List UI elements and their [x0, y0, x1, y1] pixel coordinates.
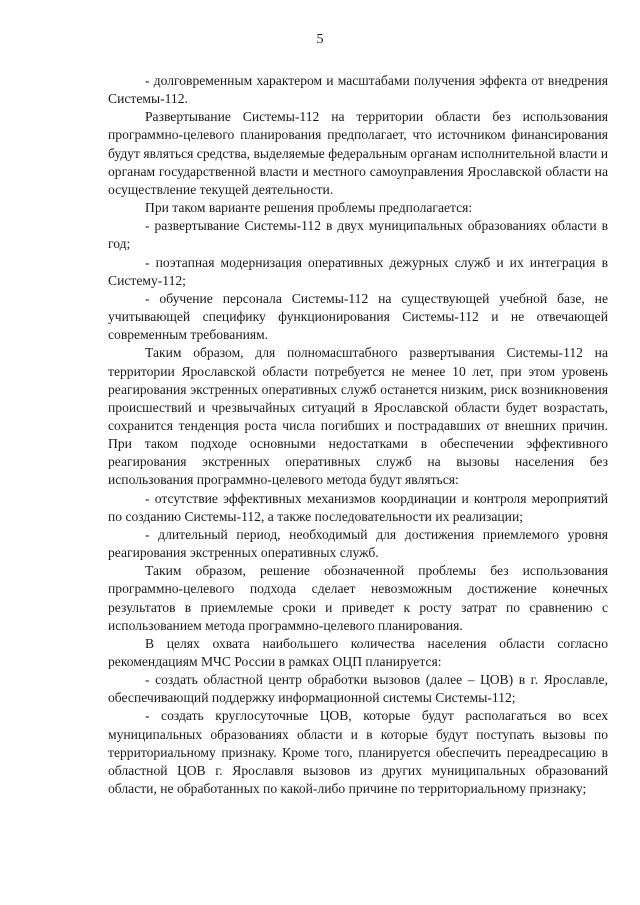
page-number: 5: [316, 32, 324, 47]
document-body: [108, 72, 608, 798]
paragraph-3: При таком варианте решения проблемы предполагается:: [145, 200, 473, 216]
paragraph-8: - отсутствие эффективных механизмов координации и контроля мероприятий по созданию Системы-112, а также последовательности их реализации;: [108, 490, 608, 524]
paragraph-12: - создать областной центр обработки вызовов (далее – ЦОВ) в г. Ярославле, обеспечивающий поддержку информационной системы Системы-112;: [108, 672, 608, 706]
paragraph-6: - обучение персонала Системы-112 на существующей учебной базе, не учитывающей специфику функционирования Системы-112 и не отвечающей современным требованиям.: [108, 290, 608, 343]
paragraph-11: В целях охвата наибольшего количества населения области согласно рекомендациям МЧС России в рамках ОЦП планируется:: [108, 635, 608, 669]
paragraph-1: - долговременным характером и масштабами получения эффекта от внедрения Системы-112.: [108, 73, 608, 107]
paragraph-9: - длительный период, необходимый для достижения приемлемого уровня реагирования экстренных оперативных служб.: [108, 526, 608, 561]
paragraph-7: Таким образом, для полномасштабного развертывания Системы-112 на территории Ярославской области потребуется не менее 10 лет, при этом уровень реагирования экстренных оперативных служб останется низким, риск возникновения происшествий и чрезвычайных ситуаций в Ярославской области будет возрастать, сохранится тенденция роста числа погибших и пострадавших от внешних причин. При таком подходе основными недостатками в обеспечении эффективного реагирования экстренных оперативных служб на вызовы населения без использования программно-целевого метода будут являться:: [108, 345, 608, 488]
paragraph-10: Таким образом, решение обозначенной проблемы без использования программно-целевого подхода сделает невозможным достижение конечных результатов в приемлемые сроки и приведет к росту затрат по сравнению с использованием метода программно-целевого планирования.: [108, 563, 608, 633]
paragraph-2: Развертывание Системы-112 на территории области без использования программно-целевого планирования предполагает, что источником финансирования будут являться средства, выделяемые федеральным органам исполнительной власти и органам государственной власти и местного самоуправления Ярославской области на осуществление текущей деятельности.: [108, 109, 608, 197]
paragraph-4: - развертывание Системы-112 в двух муниципальных образованиях области в год;: [108, 218, 608, 252]
paragraph-5: - поэтапная модернизация оперативных дежурных служб и их интеграция в Систему-112;: [108, 254, 608, 288]
paragraph-13: - создать круглосуточные ЦОВ, которые будут располагаться во всех муниципальных образованиях области и в которые будут поступать вызовы по территориальному признаку. Кроме того, планируется обеспечить переадресацию в областной ЦОВ г. Ярославля вызовов из других муниципальных образований области, не обработанных по какой-либо причине по территориальному признаку;: [108, 708, 608, 797]
